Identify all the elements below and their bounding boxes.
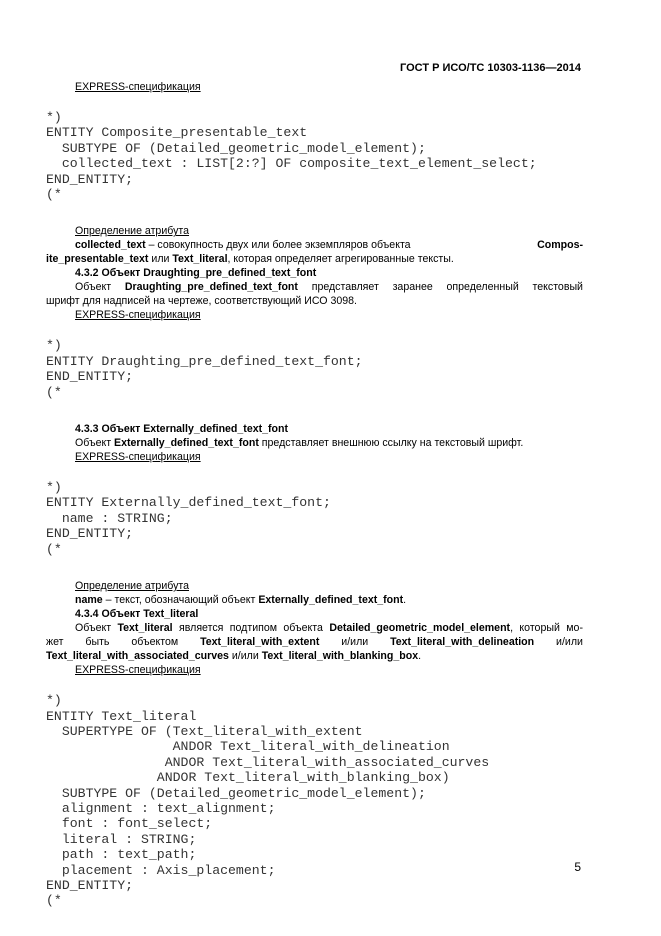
attr-desc: – совокупность двух или более экземпляров объекта xyxy=(145,239,411,252)
text-span: жет xyxy=(46,636,64,649)
entity-ref: Text_literal_with_extent xyxy=(200,636,320,649)
text-span: Объект xyxy=(75,281,125,294)
attr-desc-right: Compos- xyxy=(537,239,583,252)
section-para-line2: шрифт для надписей на чертеже, соответствующий ИСО 3098. xyxy=(46,295,357,308)
entity-ref: Text_literal_with_associated_curves xyxy=(46,650,229,663)
code-block-composite-presentable-text: *) ENTITY Composite_presentable_text SUBTYPE OF (Detailed_geometric_model_element); collected_text : LIST[2:?] OF composite_text_element_select; END_ENTITY; (* xyxy=(46,110,537,203)
attr-def-label: Определение атрибута xyxy=(75,225,190,238)
entity-ref: Draughting_pre_defined_text_font xyxy=(124,281,298,294)
text-span: , который мо- xyxy=(510,622,583,635)
section-para-line2 xyxy=(46,635,583,649)
text-span: – текст, обозначающий объект xyxy=(102,594,259,607)
heading-text: 4.3.3 Объект Externally_defined_text_font xyxy=(75,423,289,436)
express-spec-label: EXPRESS-спецификация xyxy=(75,451,201,464)
text-span: и/или xyxy=(341,636,369,649)
section-para-line1 xyxy=(46,621,583,635)
entity-ref: Externally_defined_text_font xyxy=(114,437,259,450)
section-4-3-3 xyxy=(46,422,583,464)
text-span: и/или xyxy=(228,650,262,663)
attr-def-line2 xyxy=(46,252,583,266)
text-span: и/или xyxy=(556,636,583,649)
text-span: представляет внешнюю ссылку на текстовый шрифт. xyxy=(258,437,524,450)
section-heading xyxy=(46,422,583,436)
attr-def-label: Определение атрибута xyxy=(75,580,190,593)
section-heading xyxy=(46,607,583,621)
entity-ref: Text_literal_with_delineation xyxy=(390,636,535,649)
document-header: ГОСТ Р ИСО/ТС 10303-1136—2014 xyxy=(400,62,581,74)
text-span: Объект xyxy=(75,622,118,635)
text-span: Объект xyxy=(75,437,115,450)
attr-def-externally xyxy=(46,579,583,607)
text-span: . xyxy=(403,594,407,607)
express-spec-label: EXPRESS-спецификация xyxy=(75,664,201,677)
text-span: является подтипом объекта xyxy=(172,622,330,635)
attr-name: collected_text xyxy=(75,239,146,252)
section-heading xyxy=(46,266,583,280)
entity-ref: Detailed_geometric_model_element xyxy=(329,622,511,635)
entity-ref: ite_presentable_text xyxy=(46,253,149,266)
express-spec-label: EXPRESS-спецификация xyxy=(75,309,201,322)
section-4-3-2 xyxy=(46,266,583,322)
code-block-draughting-font: *) ENTITY Draughting_pre_defined_text_font; END_ENTITY; (* xyxy=(46,338,363,400)
text-span: или xyxy=(148,253,173,266)
text-span: объектом xyxy=(131,636,179,649)
heading-text: 4.3.4 Объект Text_literal xyxy=(75,608,199,621)
section-para-line3 xyxy=(46,649,583,663)
express-spec-label: EXPRESS-спецификация xyxy=(75,81,201,93)
text-span: . xyxy=(418,650,422,663)
heading-text: 4.3.2 Объект Draughting_pre_defined_text_font xyxy=(75,267,317,280)
page-content xyxy=(46,80,583,909)
page-number: 5 xyxy=(574,860,581,874)
attr-name: name xyxy=(75,594,103,607)
entity-ref: Externally_defined_text_font xyxy=(258,594,404,607)
section-4-3-4 xyxy=(46,607,583,677)
attr-def-line xyxy=(46,593,583,607)
entity-ref: Text_literal_with_blanking_box xyxy=(261,650,419,663)
section-para xyxy=(46,436,583,450)
text-span: представляет заранее определенный текстовый xyxy=(297,281,583,294)
attr-def-composite xyxy=(46,224,583,266)
text-span: , которая определяет агрегированные тексты. xyxy=(227,253,454,266)
section-para-line1 xyxy=(46,280,583,294)
entity-ref: Text_literal xyxy=(172,253,228,266)
code-block-externally-defined-font: *) ENTITY Externally_defined_text_font; name : STRING; END_ENTITY; (* xyxy=(46,480,331,557)
attr-def-line1 xyxy=(46,238,583,252)
text-span: быть xyxy=(85,636,110,649)
code-block-text-literal: *) ENTITY Text_literal SUPERTYPE OF (Text_literal_with_extent ANDOR Text_literal_with_delineation ANDOR Text_literal_with_associated_curves ANDOR Text_literal_with_blanking_box) SUBTYPE OF (Detailed_geometric_model_element); alignment : text_alignment; font : font_select; literal : STRING; path : text_path; placement : Axis_placement; END_ENTITY; (* xyxy=(46,693,490,909)
entity-ref: Text_literal xyxy=(117,622,173,635)
